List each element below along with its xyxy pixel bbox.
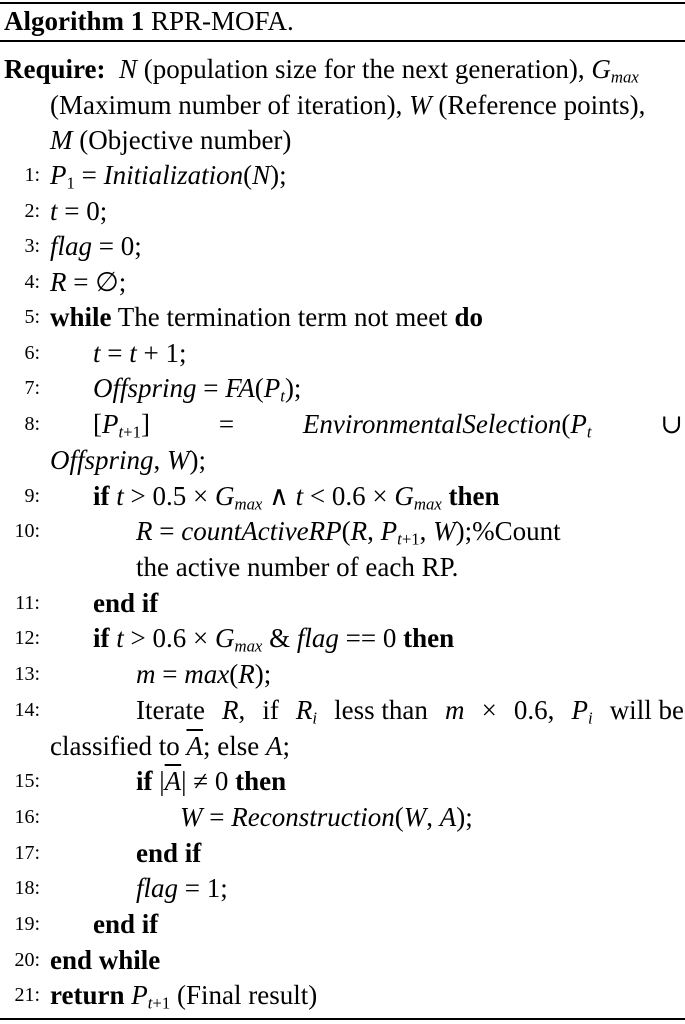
require-line-3: M (Objective number) (50, 125, 292, 155)
bottom-rule (0, 1018, 685, 1020)
require-line-2: (Maximum number of iteration), W (Reference points), (50, 89, 646, 120)
algorithm-title (4, 5, 294, 37)
header-rule (0, 40, 685, 42)
require-keyword: Require: (4, 54, 106, 84)
require-block: Require: N (population size for the next generation), $G_{max}$ (Maximum number of iteration), W (Reference points), M (Objective number) (4, 52, 684, 159)
top-rule (0, 2, 685, 4)
algorithm-name: RPR-MOFA. (150, 6, 294, 36)
algorithm-label: Algorithm 1 (4, 6, 145, 36)
